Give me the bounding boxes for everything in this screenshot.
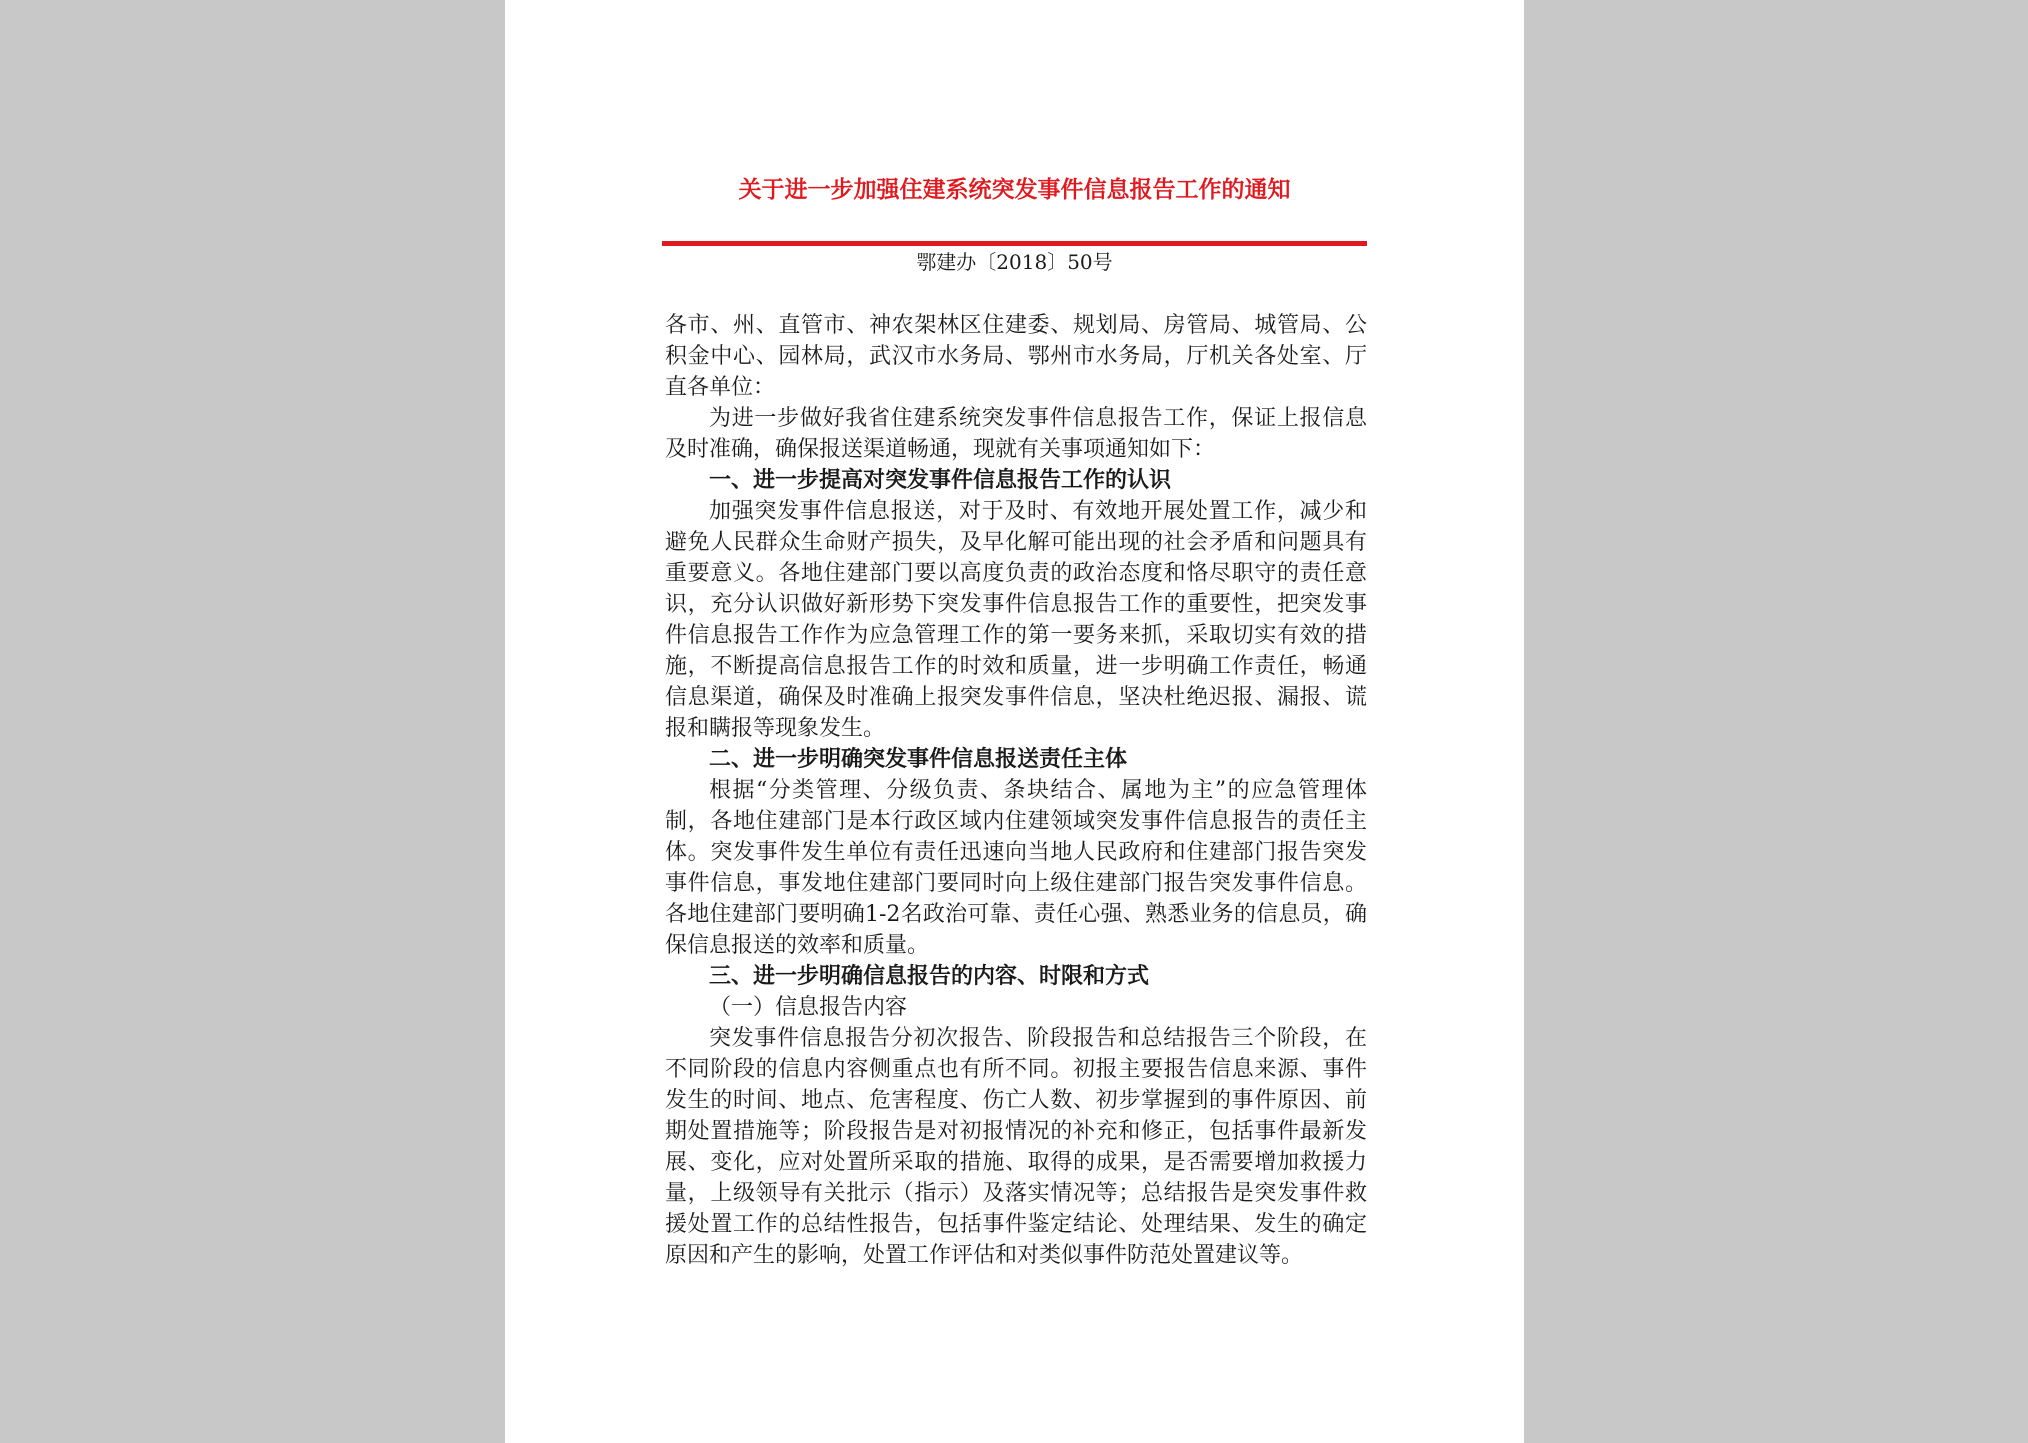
section-3-sub-1-paragraph: 突发事件信息报告分初次报告、阶段报告和总结报告三个阶段，在不同阶段的信息内容侧重点也有所不同。初报主要报告信息来源、事件发生的时间、地点、危害程度、伤亡人数、初步掌握到的事件原因、前期处置措施等；阶段报告是对初报情况的补充和修正，包括事件最新发展、变化，应对处置所采取的措施、取得的成果，是否需要增加救援力量，上级领导有关批示（指示）及落实情况等；总结报告是突发事件救援处置工作的总结性报告，包括事件鉴定结论、处理结果、发生的确定原因和产生的影响，处置工作评估和对类似事件防范处置建议等。 [665, 1026, 1367, 1268]
document-body [665, 310, 1367, 1271]
document-title: 关于进一步加强住建系统突发事件信息报告工作的通知 [738, 177, 1291, 203]
salutation: 各市、州、直管市、神农架林区住建委、规划局、房管局、城管局、公积金中心、园林局，武汉市水务局、鄂州市水务局，厅机关各处室、厅直各单位： [665, 313, 1367, 400]
section-3-subheading-1: （一）信息报告内容 [709, 995, 908, 1020]
section-3-heading: 三、进一步明确信息报告的内容、时限和方式 [709, 964, 1150, 989]
section-2-heading: 二、进一步明确突发事件信息报送责任主体 [709, 747, 1128, 772]
document-number: 鄂建办〔2018〕50号 [916, 250, 1113, 274]
section-1-paragraph: 加强突发事件信息报送，对于及时、有效地开展处置工作，减少和避免人民群众生命财产损失，及早化解可能出现的社会矛盾和问题具有重要意义。各地住建部门要以高度负责的政治态度和恪尽职守的责任意识，充分认识做好新形势下突发事件信息报告工作的重要性，把突发事件信息报告工作作为应急管理工作的第一要务来抓，采取切实有效的措施，不断提高信息报告工作的时效和质量，进一步明确工作责任，畅通信息渠道，确保及时准确上报突发事件信息，坚决杜绝迟报、漏报、谎报和瞒报等现象发生。 [665, 499, 1367, 741]
section-1-heading: 一、进一步提高对突发事件信息报告工作的认识 [709, 468, 1172, 493]
intro-paragraph: 为进一步做好我省住建系统突发事件信息报告工作，保证上报信息及时准确，确保报送渠道畅通，现就有关事项通知如下： [665, 406, 1367, 462]
section-2-paragraph: 根据“分类管理、分级负责、条块结合、属地为主”的应急管理体制，各地住建部门是本行政区域内住建领域突发事件信息报告的责任主体。突发事件发生单位有责任迅速向当地人民政府和住建部门报告突发事件信息，事发地住建部门要同时向上级住建部门报告突发事件信息。各地住建部门要明确1-2名政治可靠、责任心强、熟悉业务的信息员，确保信息报送的效率和质量。 [665, 778, 1367, 958]
document-page [505, 0, 1524, 1443]
